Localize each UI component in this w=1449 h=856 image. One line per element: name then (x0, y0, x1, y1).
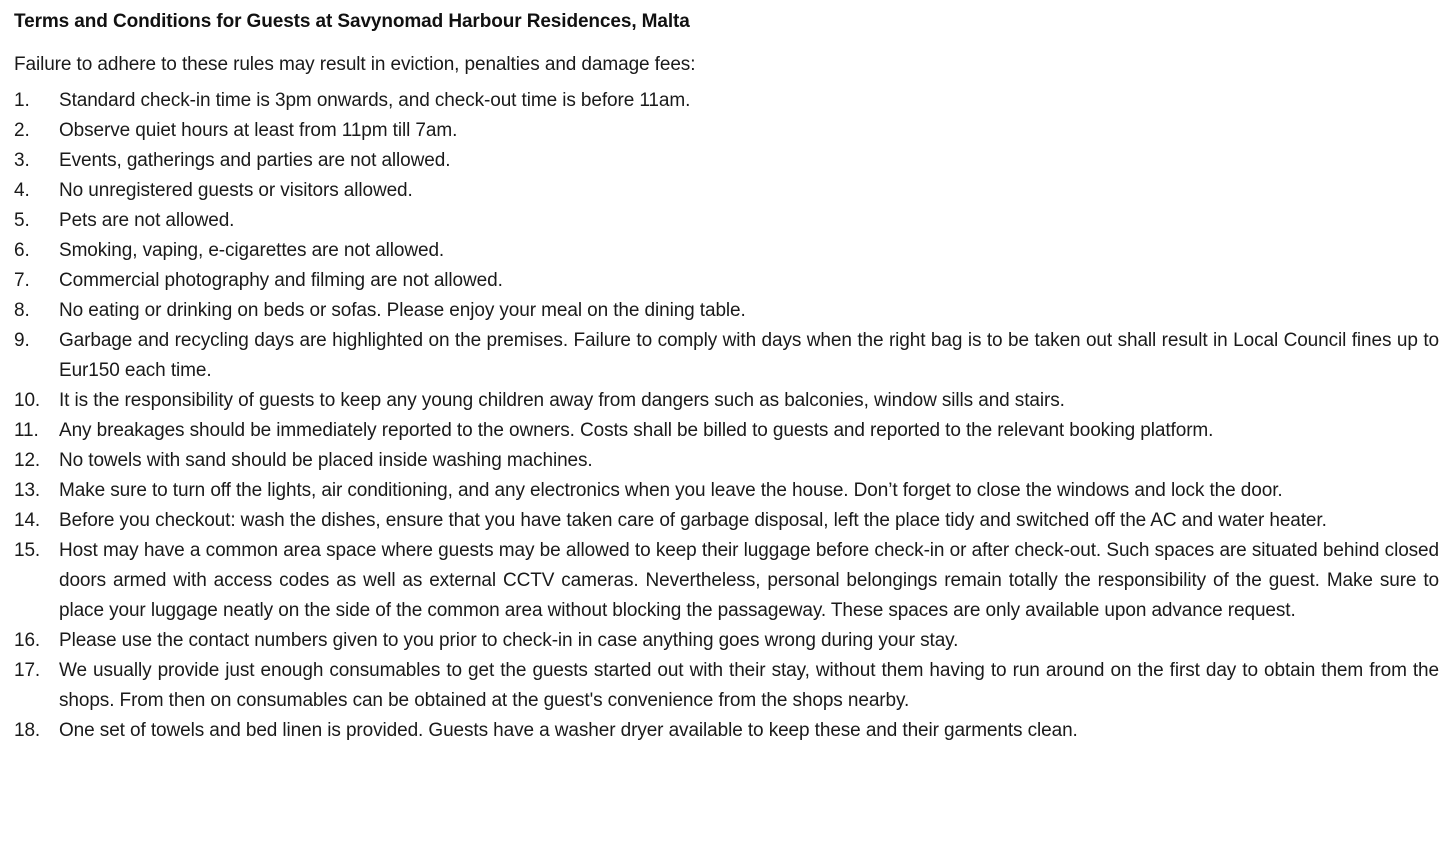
rule-item (14, 656, 1439, 716)
rule-number: 18. (14, 720, 41, 741)
rule-item (14, 116, 1439, 146)
rule-item (14, 626, 1439, 656)
rule-item (14, 176, 1439, 206)
rule-number: 1. (14, 90, 30, 111)
rule-item (14, 446, 1439, 476)
rule-item (14, 296, 1439, 326)
rule-item (14, 266, 1439, 296)
document-title: Terms and Conditions for Guests at Savynomad Harbour Residences, Malta (14, 11, 690, 32)
rule-number: 3. (14, 150, 30, 171)
rule-text: No eating or drinking on beds or sofas. Please enjoy your meal on the dining table. (59, 300, 746, 321)
rule-number: 13. (14, 480, 41, 501)
rule-number: 9. (14, 330, 30, 351)
rule-number: 4. (14, 180, 30, 201)
rule-text: Any breakages should be immediately reported to the owners. Costs shall be billed to guests and reported to the relevant booking platform. (59, 420, 1214, 441)
rule-number: 8. (14, 300, 30, 321)
rule-text: One set of towels and bed linen is provided. Guests have a washer dryer available to keep these and their garments clean. (59, 720, 1078, 741)
rule-text: No unregistered guests or visitors allowed. (59, 180, 413, 201)
rule-number: 14. (14, 510, 41, 531)
rule-text: Observe quiet hours at least from 11pm till 7am. (59, 120, 458, 141)
rule-text: Commercial photography and filming are not allowed. (59, 270, 503, 291)
rule-item (14, 326, 1439, 386)
rule-item (14, 536, 1439, 626)
rule-item (14, 416, 1439, 446)
intro-text: Failure to adhere to these rules may result in eviction, penalties and damage fees: (14, 54, 696, 75)
rule-item (14, 146, 1439, 176)
rule-text: Pets are not allowed. (59, 210, 235, 231)
rule-text: Events, gatherings and parties are not allowed. (59, 150, 451, 171)
rule-number: 2. (14, 120, 30, 141)
rule-number: 11. (14, 420, 39, 441)
rule-item (14, 86, 1439, 116)
rule-item (14, 716, 1439, 746)
rule-text: No towels with sand should be placed inside washing machines. (59, 450, 593, 471)
rule-text: It is the responsibility of guests to keep any young children away from dangers such as balconies, window sills and stairs. (59, 390, 1065, 411)
rule-item (14, 206, 1439, 236)
rule-item (14, 506, 1439, 536)
rule-text: Smoking, vaping, e-cigarettes are not allowed. (59, 240, 445, 261)
rule-text: Standard check-in time is 3pm onwards, and check-out time is before 11am. (59, 90, 691, 111)
rule-text: Before you checkout: wash the dishes, ensure that you have taken care of garbage disposal, left the place tidy and switched off the AC and water heater. (59, 510, 1327, 531)
terms-document (14, 8, 1439, 746)
rule-number: 16. (14, 630, 41, 651)
rule-number: 17. (14, 660, 41, 681)
rule-number: 10. (14, 390, 41, 411)
rule-number: 15. (14, 540, 41, 561)
rule-item (14, 476, 1439, 506)
rule-number: 5. (14, 210, 30, 231)
rule-item (14, 236, 1439, 266)
rule-text: Garbage and recycling days are highlighted on the premises. Failure to comply with days when the right bag is to be taken out shall result in Local Council fines up to Eur150 each time. (59, 330, 1439, 381)
rule-text: Make sure to turn off the lights, air conditioning, and any electronics when you leave the house. Don’t forget to close the windows and lock the door. (59, 480, 1283, 501)
rules-list (14, 86, 1439, 746)
rule-item (14, 386, 1439, 416)
rule-number: 12. (14, 450, 41, 471)
rule-text: Please use the contact numbers given to you prior to check-in in case anything goes wrong during your stay. (59, 630, 959, 651)
rule-number: 6. (14, 240, 30, 261)
rule-text: We usually provide just enough consumables to get the guests started out with their stay, without them having to run around on the first day to obtain them from the shops. From then on consumables can be obtained at the guest's convenience from the shops nearby. (59, 660, 1439, 711)
rule-text: Host may have a common area space where guests may be allowed to keep their luggage before check-in or after check-out. Such spaces are situated behind closed doors armed with access codes as well as external CCTV cameras. Nevertheless, personal belongings remain totally the responsibility of the guest. Make sure to place your luggage neatly on the side of the common area without blocking the passageway. These spaces are only available upon advance request. (59, 540, 1439, 621)
rule-number: 7. (14, 270, 30, 291)
